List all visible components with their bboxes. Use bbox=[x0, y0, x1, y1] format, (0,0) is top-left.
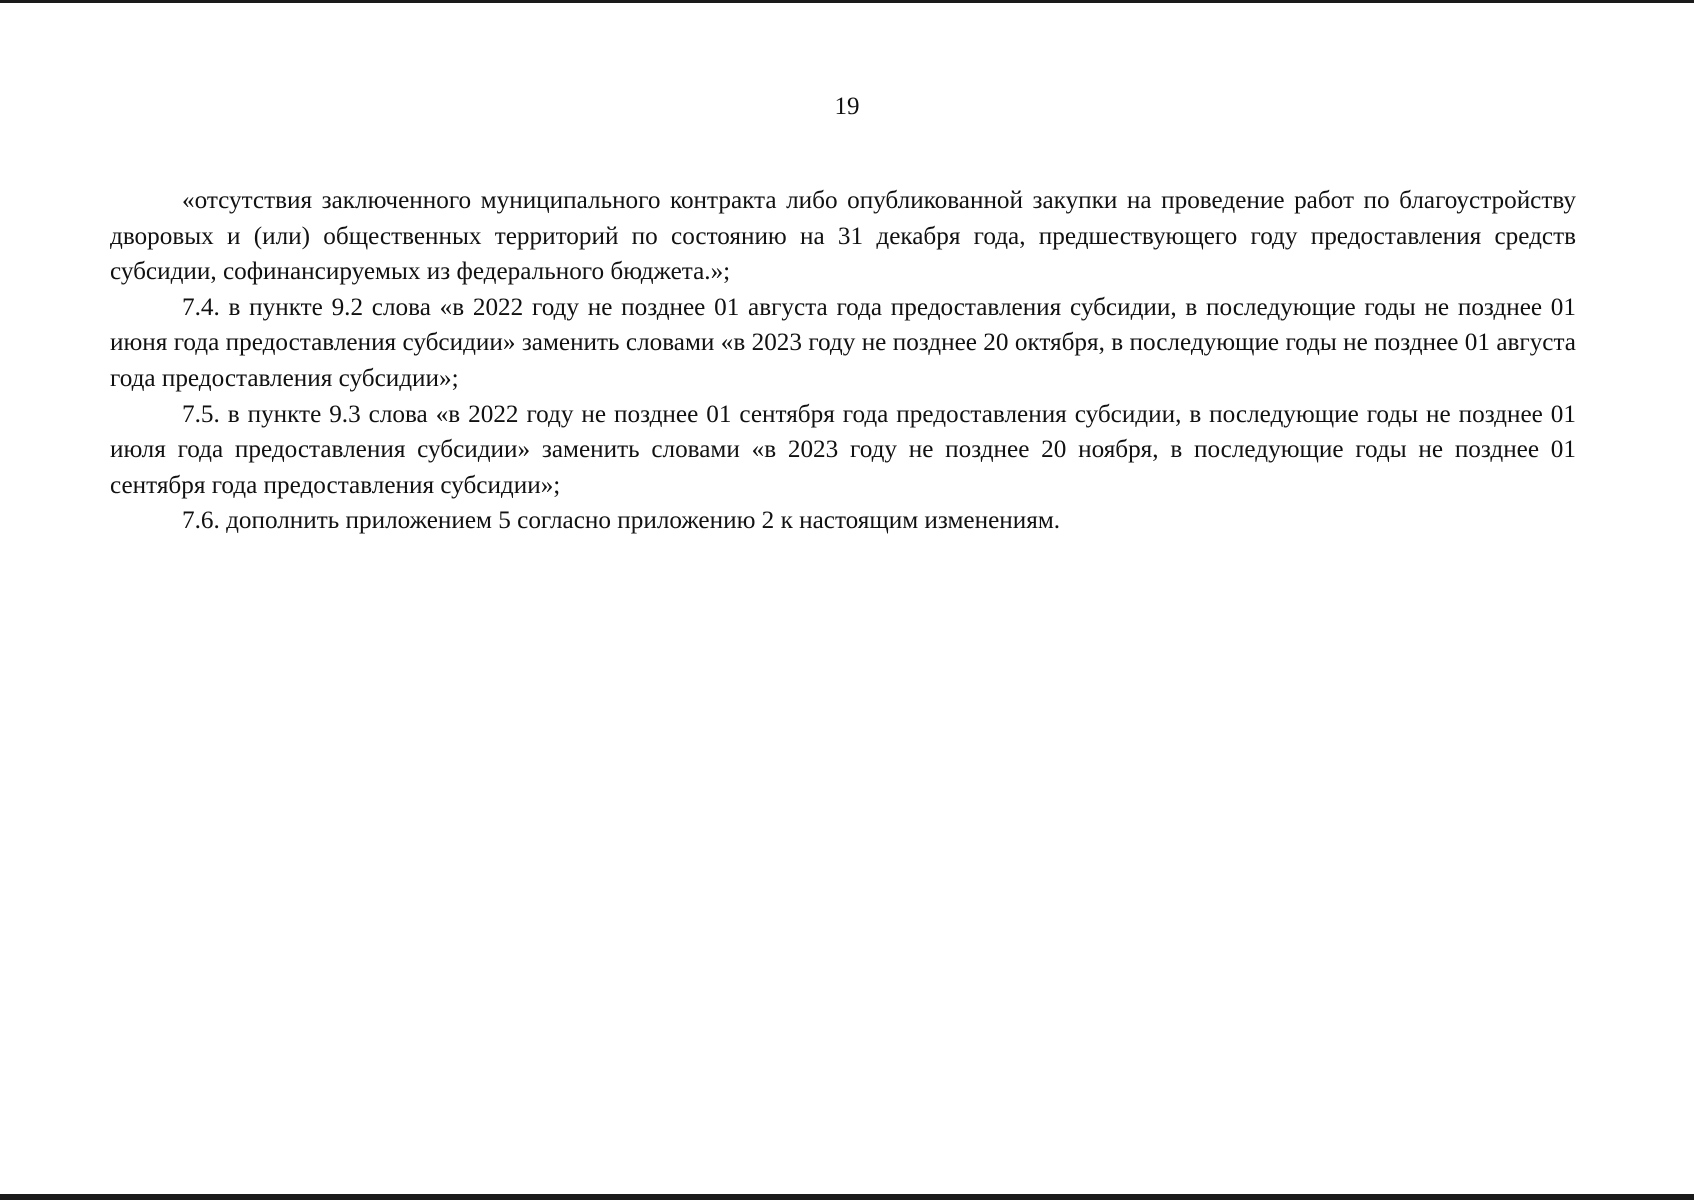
page-number: 19 bbox=[834, 93, 860, 120]
paragraph-7-6: 7.6. дополнить приложением 5 согласно приложению 2 к настоящим изменениям. bbox=[182, 507, 1061, 535]
paragraph-7-4: 7.4. в пункте 9.2 слова «в 2022 году не позднее 01 августа года предоставления субсидии, в последующие годы не позднее 01 июня года предоставления субсидии» заменить словами «в 2023 году не позднее 20 октября, в последующие годы не позднее 01 августа года предоставления субсидии»; bbox=[110, 293, 1576, 392]
document-body bbox=[110, 183, 1576, 539]
paragraph-7-5: 7.5. в пункте 9.3 слова «в 2022 году не позднее 01 сентября года предоставления субсидии, в последующие годы не позднее 01 июля года предоставления субсидии» заменить словами «в 2023 году не позднее 20 ноября, в последующие годы не позднее 01 сентября года предоставления субсидии»; bbox=[110, 400, 1576, 499]
paragraph-absence-of-contract: «отсутствия заключенного муниципального контракта либо опубликованной закупки на проведение работ по благоустройству дворовых и (или) общественных территорий по состоянию на 31 декабря года, предшествующего году предоставления средств субсидии, софинансируемых из федерального бюджета.»; bbox=[110, 187, 1576, 286]
